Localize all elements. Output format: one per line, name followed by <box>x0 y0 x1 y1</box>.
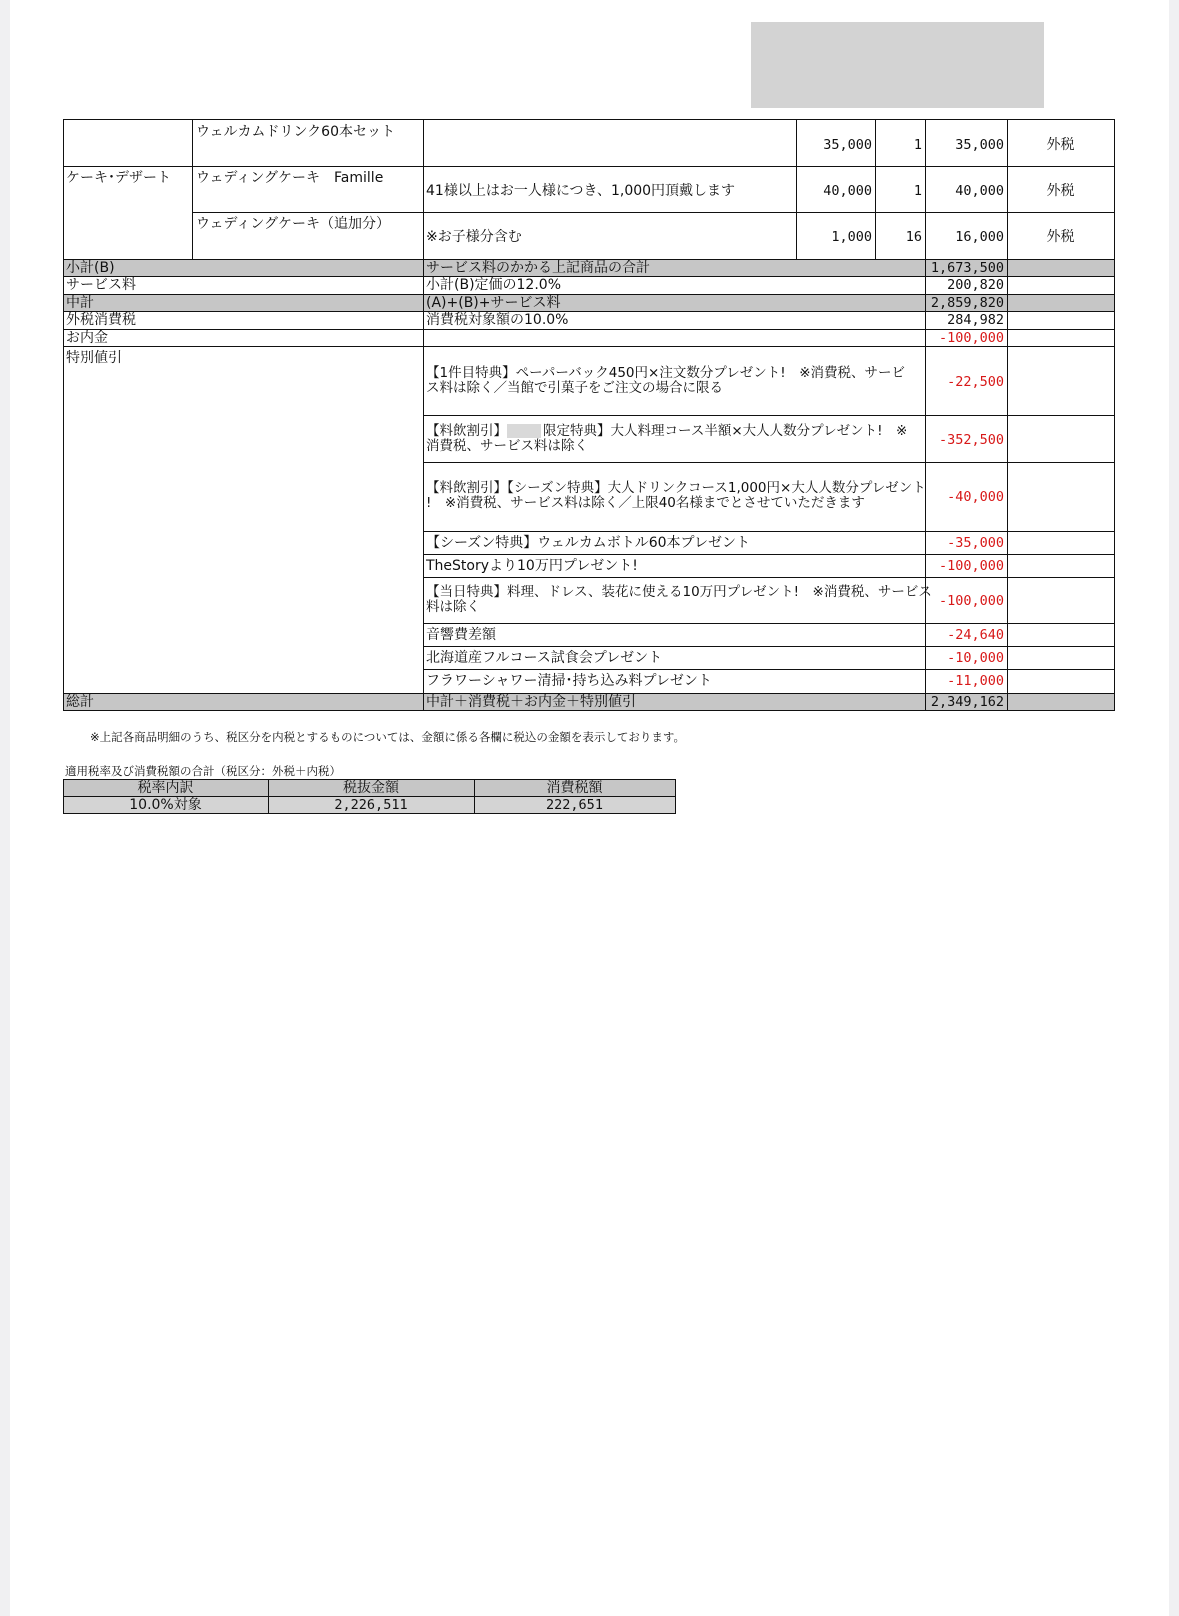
total-amount: 2,349,162 <box>930 694 1004 710</box>
discount-amount: -35,000 <box>947 535 1004 551</box>
special-discount-label: 特別値引 <box>66 350 122 366</box>
tax-type: 外税 <box>1046 229 1075 245</box>
item-description: 41様以上はお一人様につき、1,000円頂戴します <box>426 183 736 199</box>
discount-amount: -22,500 <box>947 374 1004 390</box>
unit-price: 35,000 <box>823 137 872 153</box>
quantity: 16 <box>905 229 922 245</box>
category: ケーキ･デザート <box>66 170 171 186</box>
summary-label: 中計 <box>66 295 94 311</box>
tax-header-tax: 消費税額 <box>546 780 603 796</box>
discount-description: 音響費差額 <box>426 627 496 643</box>
tax-summary-title: 適用税率及び消費税額の合計（税区分：外税＋内税） <box>65 764 341 778</box>
discount-description: 【当日特典】料理、ドレス、装花に使える10万円プレゼント! ※消費税、サービス 料は除く <box>426 584 932 615</box>
tax-rate-value: 10.0%対象 <box>129 797 202 813</box>
redacted-text <box>507 424 541 438</box>
summary-amount: -100,000 <box>938 330 1004 346</box>
amount: 40,000 <box>955 183 1004 199</box>
tax-type: 外税 <box>1046 183 1075 199</box>
pretax-amount-value: 2,226,511 <box>334 797 408 813</box>
unit-price: 40,000 <box>823 183 872 199</box>
quantity: 1 <box>913 183 922 199</box>
footnote: ※上記各商品明細のうち、税区分を内税とするものについては、金額に係る各欄に税込の金額を表示しております。 <box>90 730 685 744</box>
summary-label: お内金 <box>66 330 108 346</box>
item-name: ウェディングケーキ Famille <box>196 170 384 186</box>
amount: 16,000 <box>955 229 1004 245</box>
summary-label: 外税消費税 <box>66 312 136 328</box>
discount-description: 【1件目特典】ペーパーバック450円×注文数分プレゼント! ※消費税、サービ ス料は除く／当館で引菓子をご注文の場合に限る <box>426 365 906 396</box>
discount-description: 【料飲割引】 限定特典】大人料理コース半額×大人人数分プレゼント! ※ 消費税、サービス料は除く <box>426 423 908 454</box>
discount-amount: -40,000 <box>947 489 1004 505</box>
total-label: 総計 <box>66 694 94 710</box>
summary-label: サービス料 <box>66 277 136 293</box>
summary-description: 消費税対象額の10.0% <box>426 312 569 328</box>
tax-amount-value: 222,651 <box>546 797 603 813</box>
amount: 35,000 <box>955 137 1004 153</box>
unit-price: 1,000 <box>831 229 872 245</box>
discount-amount: -24,640 <box>947 627 1004 643</box>
summary-amount: 284,982 <box>947 312 1004 328</box>
tax-type: 外税 <box>1046 137 1075 153</box>
item-name: ウェディングケーキ（追加分） <box>196 216 391 232</box>
total-description: 中計＋消費税＋お内金＋特別値引 <box>426 694 636 710</box>
summary-amount: 2,859,820 <box>930 295 1004 311</box>
summary-description: (A)+(B)+サービス料 <box>426 295 561 311</box>
discount-description: 【料飲割引】【シーズン特典】大人ドリンクコース1,000円×大人人数分プレゼント ! ※消費税、サービス料は除く／上限40名様までとさせていただきます <box>426 480 926 511</box>
discount-description: TheStoryより10万円プレゼント! <box>426 558 638 574</box>
tax-header-pretax: 税抜金額 <box>343 780 399 796</box>
discount-amount: -10,000 <box>947 650 1004 666</box>
invoice-page <box>10 0 1169 1616</box>
discount-description: 【シーズン特典】ウェルカムボトル60本プレゼント <box>426 535 750 551</box>
summary-amount: 200,820 <box>947 277 1004 293</box>
discount-amount: -352,500 <box>938 432 1004 448</box>
discount-amount: -100,000 <box>938 593 1004 609</box>
summary-description: サービス料のかかる上記商品の合計 <box>426 260 650 276</box>
quantity: 1 <box>913 137 922 153</box>
discount-description: フラワーシャワー清掃･持ち込み料プレゼント <box>426 673 712 689</box>
discount-description: 北海道産フルコース試食会プレゼント <box>426 650 663 666</box>
discount-amount: -11,000 <box>947 673 1004 689</box>
item-description: ※お子様分含む <box>426 229 522 245</box>
summary-amount: 1,673,500 <box>930 260 1004 276</box>
summary-description: 小計(B)定価の12.0% <box>426 277 562 293</box>
tax-header-rate: 税率内訳 <box>137 780 194 796</box>
redacted-area <box>751 22 1044 108</box>
summary-label: 小計(B) <box>66 260 115 276</box>
discount-amount: -100,000 <box>938 558 1004 574</box>
item-name: ウェルカムドリンク60本セット <box>196 124 395 140</box>
